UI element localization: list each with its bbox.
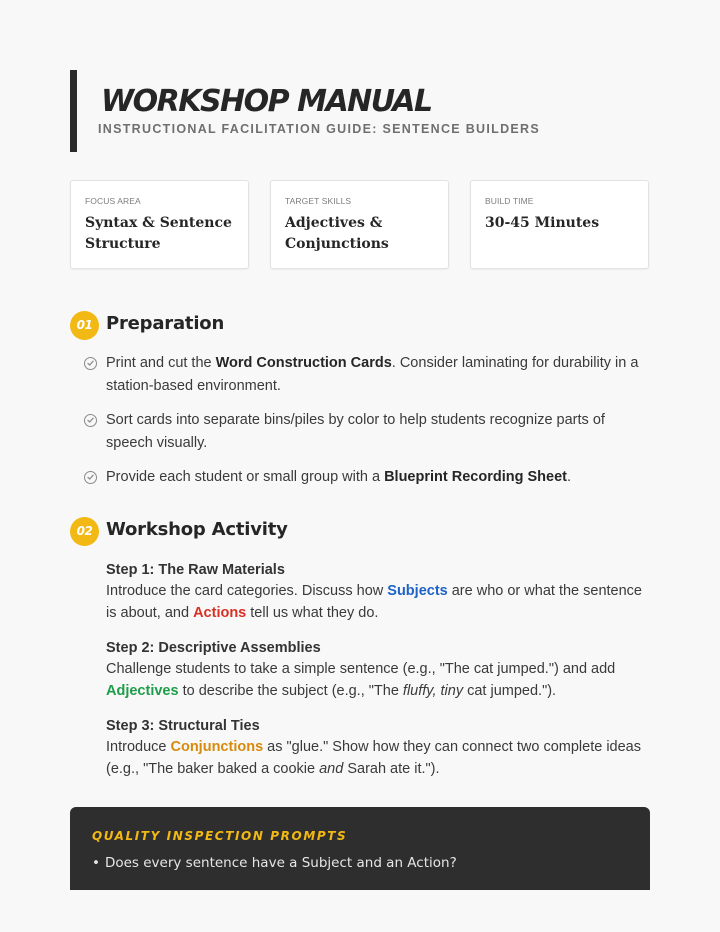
step-title: Step 1: The Raw Materials xyxy=(106,562,285,578)
check-circle-icon xyxy=(84,414,97,427)
card-value-line: 30-45 Minutes xyxy=(485,215,600,231)
card-label: BUILD TIME xyxy=(485,196,534,206)
page-subtitle: INSTRUCTIONAL FACILITATION GUIDE: SENTENCE BUILDERS xyxy=(98,122,540,136)
card-value xyxy=(85,213,234,255)
step-text xyxy=(106,581,650,624)
quality-inspection-panel xyxy=(70,807,650,890)
step-2 xyxy=(106,638,650,702)
list-item xyxy=(84,352,650,398)
section-title: Preparation xyxy=(106,313,225,334)
text-segment: as "glue." Show how they can connect two complete ideas (e.g., "The baker baked a cookie xyxy=(106,739,641,777)
text-segment: Challenge students to take a simple sentence (e.g., "The cat jumped.") and add xyxy=(106,661,616,677)
list-item xyxy=(84,466,650,489)
section-number-badge: 01 xyxy=(70,311,99,340)
keyword-conjunctions: Conjunctions xyxy=(170,739,264,755)
bold-term: Blueprint Recording Sheet xyxy=(384,469,567,485)
section-number-badge: 02 xyxy=(70,517,99,546)
panel-title: QUALITY INSPECTION PROMPTS xyxy=(92,829,348,843)
card-value xyxy=(285,213,434,255)
keyword-actions: Actions xyxy=(193,604,247,621)
card-label: FOCUS AREA xyxy=(85,196,141,206)
list-item xyxy=(92,855,628,871)
list-item xyxy=(84,409,650,455)
text-segment: Introduce the card categories. Discuss how xyxy=(106,583,388,599)
text-segment: . xyxy=(566,469,571,485)
bullet-marker: • xyxy=(92,855,100,871)
keyword-adjectives: Adjectives xyxy=(106,682,179,699)
list-item-text xyxy=(106,352,650,398)
text-segment: cat jumped."). xyxy=(463,682,557,699)
card-value-line: Conjunctions xyxy=(285,236,389,252)
italic-example: and xyxy=(319,760,344,777)
text-segment: are who or what the sentence is about, and xyxy=(106,583,642,621)
card-value xyxy=(485,213,634,234)
card-value-line: Syntax & Sentence xyxy=(85,215,232,231)
text-segment: Introduce xyxy=(106,739,171,755)
text-segment: to describe the subject (e.g., "The xyxy=(178,682,403,699)
text-segment: tell us what they do. xyxy=(246,604,379,621)
keyword-subjects: Subjects xyxy=(387,583,448,599)
card-value-line: Structure xyxy=(85,236,161,252)
card-value-line: Adjectives & xyxy=(285,215,383,231)
italic-example: fluffy, tiny xyxy=(402,682,464,699)
list-item-text xyxy=(106,409,650,455)
text-segment: Print and cut the xyxy=(106,355,216,371)
page-header xyxy=(70,70,650,152)
text-segment: . Consider laminating for durability in a station-based environment. xyxy=(106,355,639,394)
section-preparation-header xyxy=(70,311,650,341)
step-1 xyxy=(106,560,650,624)
check-circle-icon xyxy=(84,471,97,484)
step-text xyxy=(106,737,650,780)
info-card-build-time xyxy=(470,180,649,269)
step-title: Step 3: Structural Ties xyxy=(106,718,260,734)
text-segment: Sort cards into separate bins/piles by color to help students recognize parts of speech visually. xyxy=(106,412,605,451)
section-title: Workshop Activity xyxy=(106,519,288,540)
bold-term: Word Construction Cards xyxy=(215,355,392,371)
list-item-text: Does every sentence have a Subject and an Action? xyxy=(104,855,457,871)
preparation-list xyxy=(84,352,650,500)
step-text xyxy=(106,659,650,702)
page-title: WORKSHOP MANUAL xyxy=(101,84,432,119)
check-circle-icon xyxy=(84,357,97,370)
card-label: TARGET SKILLS xyxy=(285,196,352,206)
info-card-target-skills xyxy=(270,180,449,269)
step-3 xyxy=(106,716,650,780)
step-title: Step 2: Descriptive Assemblies xyxy=(106,640,321,656)
workshop-steps xyxy=(106,560,650,794)
text-segment: Provide each student or small group with a xyxy=(106,469,385,485)
info-card-focus-area xyxy=(70,180,249,269)
list-item-text xyxy=(106,466,650,489)
section-workshop-activity-header xyxy=(70,517,650,547)
info-cards xyxy=(70,180,650,269)
text-segment: Sarah ate it."). xyxy=(343,760,440,777)
